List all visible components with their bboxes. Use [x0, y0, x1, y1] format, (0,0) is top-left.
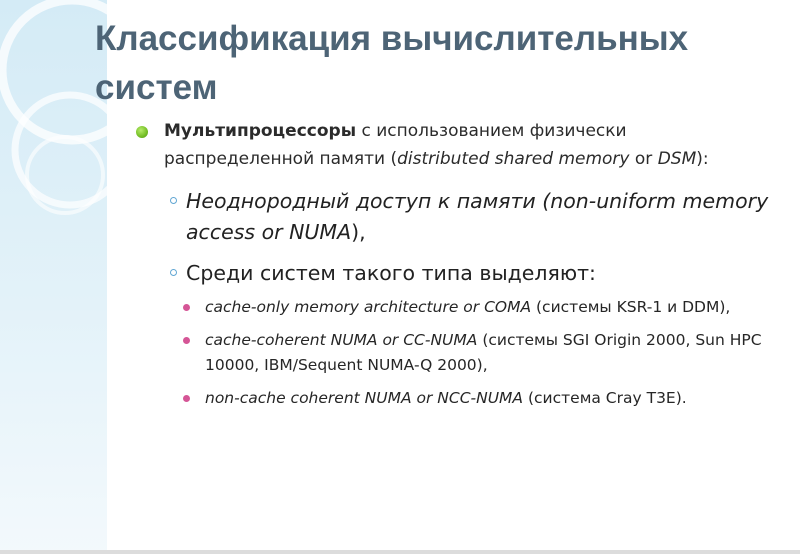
- bullet-text-run: DSM: [657, 149, 697, 169]
- bullet-text-run: distributed shared memory: [397, 149, 630, 169]
- bullet-level3-icon: [183, 395, 190, 402]
- bullet-level2-icon: [170, 269, 177, 276]
- bullet-item-level3: [132, 295, 772, 320]
- bullet-level3-icon: [183, 337, 190, 344]
- bullet-text-run: с использованием физически распределенной памяти (: [164, 121, 627, 169]
- bullet-text-run: ):: [696, 149, 709, 169]
- slide-content: [132, 117, 772, 411]
- bullet-text-run: non-cache coherent NUMA or NCC-NUMA: [205, 389, 524, 407]
- bullet-item-level2: [132, 186, 772, 248]
- bottom-band: [0, 550, 800, 554]
- bullet-text-run: ),: [351, 220, 366, 244]
- bullet-text-run: Среди систем такого типа выделяют:: [186, 261, 596, 285]
- bullet-item-level3: [132, 386, 772, 411]
- bullet-text-run: Неоднородный доступ к памяти (: [186, 189, 551, 213]
- bullet-item-level3: [132, 328, 772, 378]
- bullet-level2-icon: [170, 197, 177, 204]
- bullet-text-run: (системы KSR-1 и DDM),: [531, 298, 731, 316]
- bullet-text-run: cache-only memory architecture or COMA: [205, 298, 532, 316]
- bullet-text-run: cache-coherent NUMA or CC-NUMA: [205, 331, 478, 349]
- slide-title: Классификация вычислительных систем: [95, 19, 689, 107]
- bullet-item-level1: [132, 117, 772, 173]
- bullet-text-run: (система Cray T3E).: [523, 389, 687, 407]
- bullet-level1-icon: [136, 126, 148, 138]
- bullet-text-run: Мультипроцессоры: [164, 121, 357, 141]
- bullet-text-run: non-uniform memory access or NUMA: [186, 189, 769, 244]
- slide-sidebar-decoration: [0, 0, 107, 554]
- bullet-text-run: or: [629, 149, 658, 169]
- bullet-item-level2: [132, 258, 772, 289]
- decorative-rings-icon: [0, 0, 107, 554]
- bullet-text-run: (системы SGI Origin 2000, Sun HPC 10000, IBM/Sequent NUMA-Q 2000),: [205, 331, 762, 374]
- bullet-level3-icon: [183, 304, 190, 311]
